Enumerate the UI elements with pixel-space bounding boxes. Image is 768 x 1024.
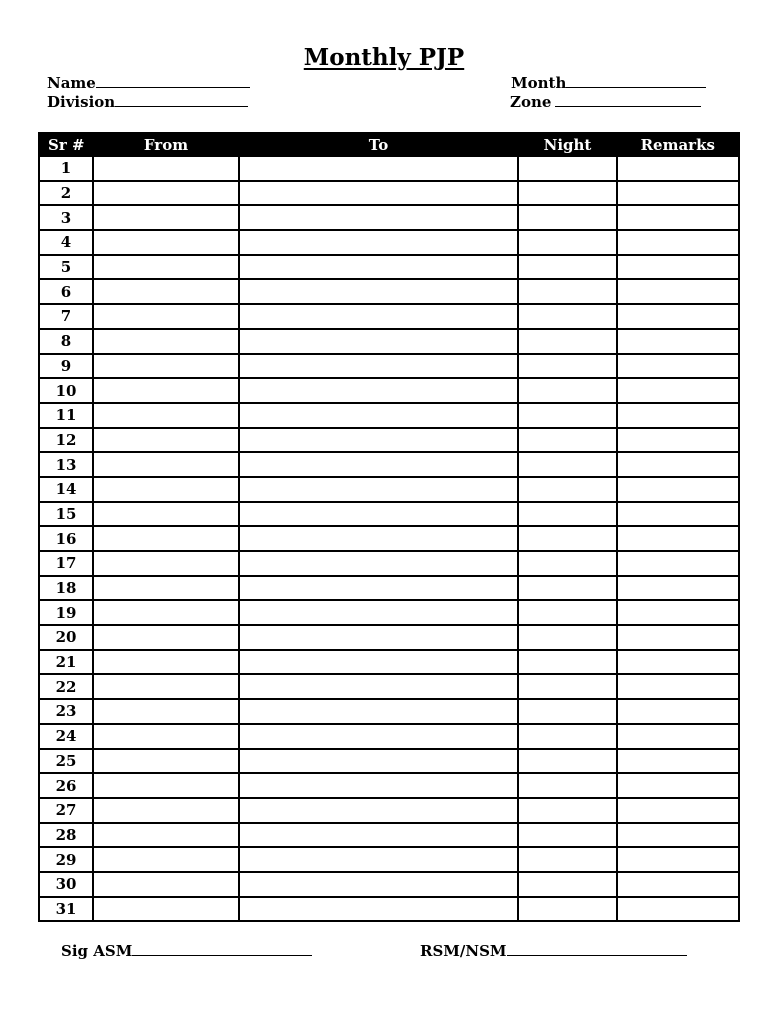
sig-rsm-line bbox=[507, 945, 687, 956]
table-row bbox=[39, 428, 739, 453]
table-row bbox=[39, 279, 739, 304]
to-cell[interactable] bbox=[239, 749, 518, 774]
to-cell[interactable] bbox=[239, 181, 518, 206]
table-row bbox=[39, 329, 739, 354]
table-row bbox=[39, 551, 739, 576]
from-cell[interactable] bbox=[93, 452, 239, 477]
from-cell[interactable] bbox=[93, 526, 239, 551]
table-row bbox=[39, 156, 739, 181]
sr-cell: 17 bbox=[39, 551, 93, 576]
from-cell[interactable] bbox=[93, 551, 239, 576]
from-cell[interactable] bbox=[93, 255, 239, 280]
division-line bbox=[115, 96, 248, 107]
table-row bbox=[39, 798, 739, 823]
from-cell[interactable] bbox=[93, 823, 239, 848]
night-cell[interactable] bbox=[518, 749, 617, 774]
to-cell[interactable] bbox=[239, 897, 518, 922]
to-cell[interactable] bbox=[239, 600, 518, 625]
to-cell[interactable] bbox=[239, 452, 518, 477]
remarks-cell[interactable] bbox=[617, 354, 739, 379]
sr-cell: 31 bbox=[39, 897, 93, 922]
from-cell[interactable] bbox=[93, 847, 239, 872]
remarks-cell[interactable] bbox=[617, 156, 739, 181]
night-cell[interactable] bbox=[518, 847, 617, 872]
remarks-cell[interactable] bbox=[617, 674, 739, 699]
table-row bbox=[39, 749, 739, 774]
night-cell[interactable] bbox=[518, 156, 617, 181]
remarks-cell[interactable] bbox=[617, 699, 739, 724]
sr-cell: 19 bbox=[39, 600, 93, 625]
to-cell[interactable] bbox=[239, 205, 518, 230]
sig-asm-line bbox=[132, 945, 312, 956]
night-cell[interactable] bbox=[518, 773, 617, 798]
night-cell[interactable] bbox=[518, 600, 617, 625]
sr-cell: 16 bbox=[39, 526, 93, 551]
to-cell[interactable] bbox=[239, 526, 518, 551]
table-header-row bbox=[39, 133, 739, 156]
to-cell[interactable] bbox=[239, 699, 518, 724]
to-cell[interactable] bbox=[239, 329, 518, 354]
zone-label: Zone bbox=[510, 93, 552, 111]
remarks-cell[interactable] bbox=[617, 773, 739, 798]
from-cell[interactable] bbox=[93, 181, 239, 206]
name-line bbox=[96, 77, 250, 88]
table-row bbox=[39, 526, 739, 551]
night-cell[interactable] bbox=[518, 329, 617, 354]
table-row bbox=[39, 650, 739, 675]
header-remarks: Remarks bbox=[617, 133, 739, 156]
table-row bbox=[39, 625, 739, 650]
to-cell[interactable] bbox=[239, 724, 518, 749]
remarks-cell[interactable] bbox=[617, 205, 739, 230]
remarks-cell[interactable] bbox=[617, 724, 739, 749]
to-cell[interactable] bbox=[239, 502, 518, 527]
remarks-cell[interactable] bbox=[617, 304, 739, 329]
pjp-table bbox=[38, 132, 740, 922]
table-row bbox=[39, 773, 739, 798]
night-cell[interactable] bbox=[518, 452, 617, 477]
to-cell[interactable] bbox=[239, 674, 518, 699]
division-label: Division bbox=[47, 93, 116, 111]
table-row bbox=[39, 600, 739, 625]
from-cell[interactable] bbox=[93, 205, 239, 230]
name-label: Name bbox=[47, 74, 96, 92]
night-cell[interactable] bbox=[518, 378, 617, 403]
remarks-cell[interactable] bbox=[617, 872, 739, 897]
night-cell[interactable] bbox=[518, 279, 617, 304]
remarks-cell[interactable] bbox=[617, 625, 739, 650]
table-row bbox=[39, 403, 739, 428]
night-cell[interactable] bbox=[518, 897, 617, 922]
from-cell[interactable] bbox=[93, 773, 239, 798]
remarks-cell[interactable] bbox=[617, 749, 739, 774]
sr-cell: 22 bbox=[39, 674, 93, 699]
name-field[interactable] bbox=[47, 74, 250, 92]
table-row bbox=[39, 576, 739, 601]
from-cell[interactable] bbox=[93, 749, 239, 774]
to-cell[interactable] bbox=[239, 403, 518, 428]
from-cell[interactable] bbox=[93, 279, 239, 304]
from-cell[interactable] bbox=[93, 428, 239, 453]
sr-cell: 28 bbox=[39, 823, 93, 848]
table-row bbox=[39, 674, 739, 699]
to-cell[interactable] bbox=[239, 279, 518, 304]
from-cell[interactable] bbox=[93, 403, 239, 428]
page-title: Monthly PJP bbox=[303, 44, 465, 71]
header-from: From bbox=[93, 133, 239, 156]
sr-cell: 6 bbox=[39, 279, 93, 304]
table-row bbox=[39, 724, 739, 749]
sr-cell: 12 bbox=[39, 428, 93, 453]
sr-cell: 23 bbox=[39, 699, 93, 724]
remarks-cell[interactable] bbox=[617, 181, 739, 206]
table-row bbox=[39, 823, 739, 848]
from-cell[interactable] bbox=[93, 576, 239, 601]
remarks-cell[interactable] bbox=[617, 452, 739, 477]
sr-cell: 7 bbox=[39, 304, 93, 329]
remarks-cell[interactable] bbox=[617, 600, 739, 625]
night-cell[interactable] bbox=[518, 354, 617, 379]
sr-cell: 10 bbox=[39, 378, 93, 403]
table-body bbox=[39, 156, 739, 921]
table-row bbox=[39, 205, 739, 230]
night-cell[interactable] bbox=[518, 551, 617, 576]
sr-cell: 15 bbox=[39, 502, 93, 527]
table-row bbox=[39, 255, 739, 280]
to-cell[interactable] bbox=[239, 378, 518, 403]
night-cell[interactable] bbox=[518, 526, 617, 551]
from-cell[interactable] bbox=[93, 230, 239, 255]
table-row bbox=[39, 699, 739, 724]
sig-rsm-label: RSM/NSM bbox=[420, 942, 507, 960]
night-cell[interactable] bbox=[518, 403, 617, 428]
sr-cell: 8 bbox=[39, 329, 93, 354]
night-cell[interactable] bbox=[518, 255, 617, 280]
to-cell[interactable] bbox=[239, 650, 518, 675]
sr-cell: 30 bbox=[39, 872, 93, 897]
sig-asm-label: Sig ASM bbox=[61, 942, 133, 960]
sr-cell: 2 bbox=[39, 181, 93, 206]
to-cell[interactable] bbox=[239, 823, 518, 848]
night-cell[interactable] bbox=[518, 872, 617, 897]
table-row bbox=[39, 304, 739, 329]
sr-cell: 5 bbox=[39, 255, 93, 280]
sr-cell: 25 bbox=[39, 749, 93, 774]
night-cell[interactable] bbox=[518, 477, 617, 502]
zone-line bbox=[555, 96, 701, 107]
sr-cell: 4 bbox=[39, 230, 93, 255]
remarks-cell[interactable] bbox=[617, 279, 739, 304]
to-cell[interactable] bbox=[239, 230, 518, 255]
night-cell[interactable] bbox=[518, 428, 617, 453]
sr-cell: 24 bbox=[39, 724, 93, 749]
night-cell[interactable] bbox=[518, 823, 617, 848]
from-cell[interactable] bbox=[93, 600, 239, 625]
remarks-cell[interactable] bbox=[617, 798, 739, 823]
remarks-cell[interactable] bbox=[617, 378, 739, 403]
to-cell[interactable] bbox=[239, 304, 518, 329]
table-row bbox=[39, 181, 739, 206]
month-field[interactable] bbox=[511, 74, 706, 92]
header-sr: Sr # bbox=[39, 133, 93, 156]
table-row bbox=[39, 897, 739, 922]
sig-asm-field[interactable] bbox=[61, 942, 312, 960]
remarks-cell[interactable] bbox=[617, 847, 739, 872]
zone-field[interactable] bbox=[510, 93, 701, 111]
night-cell[interactable] bbox=[518, 724, 617, 749]
sr-cell: 13 bbox=[39, 452, 93, 477]
remarks-cell[interactable] bbox=[617, 428, 739, 453]
from-cell[interactable] bbox=[93, 674, 239, 699]
remarks-cell[interactable] bbox=[617, 526, 739, 551]
night-cell[interactable] bbox=[518, 502, 617, 527]
to-cell[interactable] bbox=[239, 872, 518, 897]
night-cell[interactable] bbox=[518, 304, 617, 329]
remarks-cell[interactable] bbox=[617, 551, 739, 576]
night-cell[interactable] bbox=[518, 230, 617, 255]
sr-cell: 11 bbox=[39, 403, 93, 428]
from-cell[interactable] bbox=[93, 699, 239, 724]
remarks-cell[interactable] bbox=[617, 477, 739, 502]
header-night: Night bbox=[518, 133, 617, 156]
sr-cell: 21 bbox=[39, 650, 93, 675]
night-cell[interactable] bbox=[518, 798, 617, 823]
from-cell[interactable] bbox=[93, 897, 239, 922]
sr-cell: 14 bbox=[39, 477, 93, 502]
to-cell[interactable] bbox=[239, 798, 518, 823]
to-cell[interactable] bbox=[239, 847, 518, 872]
to-cell[interactable] bbox=[239, 576, 518, 601]
to-cell[interactable] bbox=[239, 477, 518, 502]
from-cell[interactable] bbox=[93, 872, 239, 897]
remarks-cell[interactable] bbox=[617, 823, 739, 848]
to-cell[interactable] bbox=[239, 428, 518, 453]
month-line bbox=[566, 77, 706, 88]
division-field[interactable] bbox=[47, 93, 248, 111]
night-cell[interactable] bbox=[518, 699, 617, 724]
to-cell[interactable] bbox=[239, 156, 518, 181]
night-cell[interactable] bbox=[518, 205, 617, 230]
remarks-cell[interactable] bbox=[617, 650, 739, 675]
from-cell[interactable] bbox=[93, 798, 239, 823]
sr-cell: 29 bbox=[39, 847, 93, 872]
sr-cell: 27 bbox=[39, 798, 93, 823]
night-cell[interactable] bbox=[518, 650, 617, 675]
table-row bbox=[39, 452, 739, 477]
sig-rsm-field[interactable] bbox=[420, 942, 687, 960]
from-cell[interactable] bbox=[93, 502, 239, 527]
to-cell[interactable] bbox=[239, 551, 518, 576]
to-cell[interactable] bbox=[239, 255, 518, 280]
remarks-cell[interactable] bbox=[617, 255, 739, 280]
table-row bbox=[39, 477, 739, 502]
night-cell[interactable] bbox=[518, 181, 617, 206]
remarks-cell[interactable] bbox=[617, 502, 739, 527]
sr-cell: 1 bbox=[39, 156, 93, 181]
night-cell[interactable] bbox=[518, 625, 617, 650]
sr-cell: 9 bbox=[39, 354, 93, 379]
from-cell[interactable] bbox=[93, 304, 239, 329]
from-cell[interactable] bbox=[93, 625, 239, 650]
from-cell[interactable] bbox=[93, 477, 239, 502]
night-cell[interactable] bbox=[518, 674, 617, 699]
remarks-cell[interactable] bbox=[617, 403, 739, 428]
sr-cell: 18 bbox=[39, 576, 93, 601]
remarks-cell[interactable] bbox=[617, 230, 739, 255]
night-cell[interactable] bbox=[518, 576, 617, 601]
table-row bbox=[39, 502, 739, 527]
from-cell[interactable] bbox=[93, 724, 239, 749]
from-cell[interactable] bbox=[93, 156, 239, 181]
remarks-cell[interactable] bbox=[617, 576, 739, 601]
table-row bbox=[39, 378, 739, 403]
table-row bbox=[39, 354, 739, 379]
sr-cell: 20 bbox=[39, 625, 93, 650]
remarks-cell[interactable] bbox=[617, 897, 739, 922]
to-cell[interactable] bbox=[239, 773, 518, 798]
from-cell[interactable] bbox=[93, 650, 239, 675]
from-cell[interactable] bbox=[93, 354, 239, 379]
from-cell[interactable] bbox=[93, 378, 239, 403]
sr-cell: 3 bbox=[39, 205, 93, 230]
sr-cell: 26 bbox=[39, 773, 93, 798]
table-row bbox=[39, 230, 739, 255]
month-label: Month bbox=[511, 74, 567, 92]
remarks-cell[interactable] bbox=[617, 329, 739, 354]
header-to: To bbox=[239, 133, 518, 156]
from-cell[interactable] bbox=[93, 329, 239, 354]
table-row bbox=[39, 847, 739, 872]
to-cell[interactable] bbox=[239, 354, 518, 379]
to-cell[interactable] bbox=[239, 625, 518, 650]
table-row bbox=[39, 872, 739, 897]
